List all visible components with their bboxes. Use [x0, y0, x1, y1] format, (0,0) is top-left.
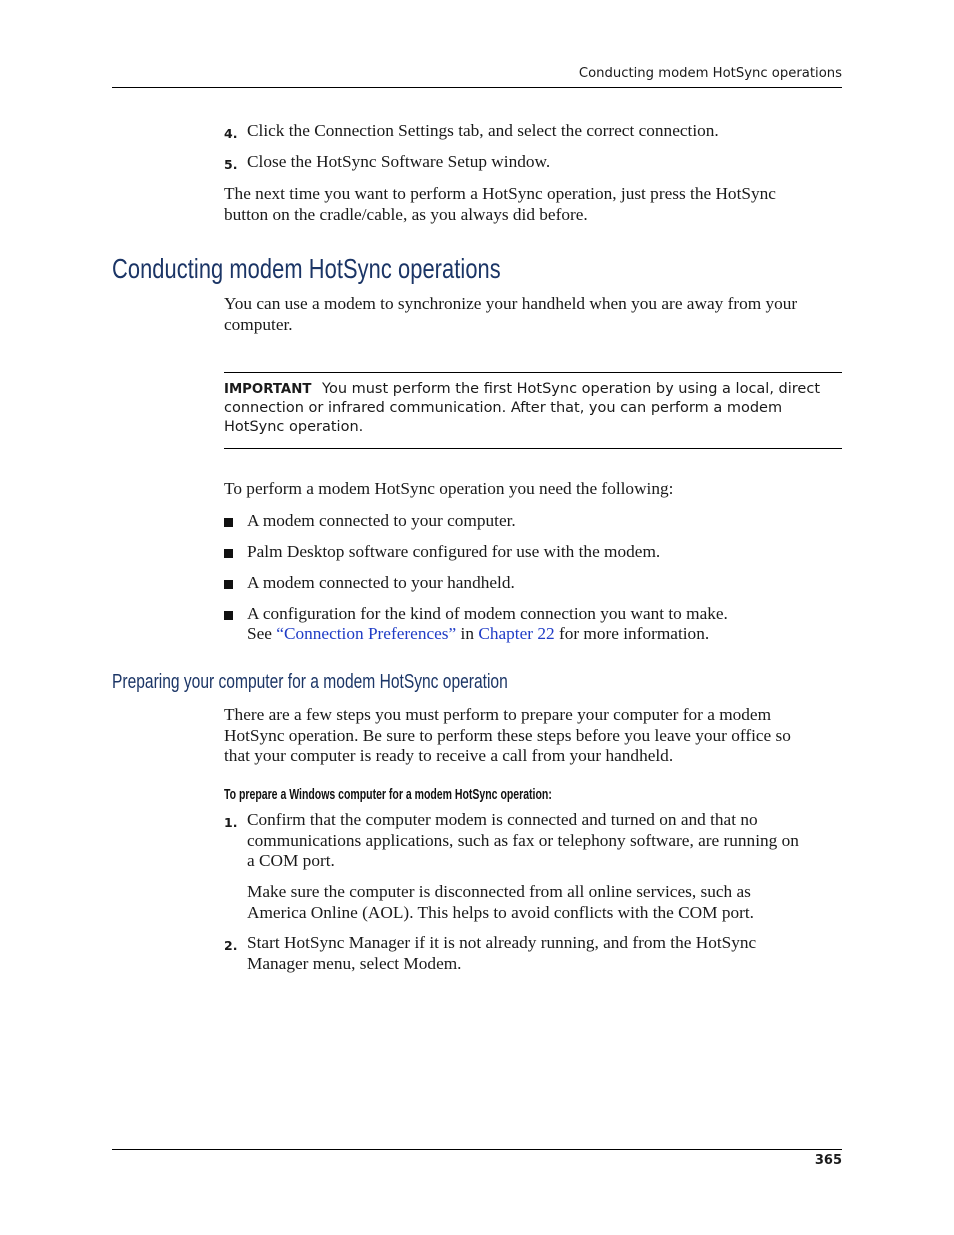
see-mid: in: [456, 624, 479, 643]
subsection-paragraph: [224, 705, 844, 767]
section-heading: Conducting modem HotSync operations: [112, 253, 501, 284]
section-paragraph: [224, 294, 844, 335]
footer-rule: [112, 1149, 842, 1150]
see-prefix: See: [247, 624, 277, 643]
step-text-2: [247, 933, 847, 974]
procedure-heading: To prepare a Windows computer for a modem HotSync operation:: [224, 787, 552, 803]
step-number-4: 4.: [224, 126, 238, 141]
important-line: [224, 380, 844, 399]
running-head: Conducting modem HotSync operations: [578, 66, 842, 81]
header-rule: [112, 87, 842, 88]
list-item: A modem connected to your handheld.: [247, 573, 515, 592]
important-text: You must perform the first HotSync operation by using a local, direct: [322, 381, 820, 397]
subsection-paragraph-line: HotSync operation. Be sure to perform these steps before you leave your office so: [224, 725, 791, 745]
important-bottom-rule: [224, 448, 842, 449]
important-note: [224, 380, 844, 436]
chapter-22-link[interactable]: Chapter 22: [478, 624, 555, 643]
step-1-note: [247, 882, 847, 923]
step-text-5: Close the HotSync Software Setup window.: [247, 152, 551, 171]
intro-paragraph-line: The next time you want to perform a HotSync operation, just press the HotSync: [224, 184, 776, 203]
intro-paragraph: [224, 184, 844, 225]
section-paragraph-line: You can use a modem to synchronize your handheld when you are away from your: [224, 294, 798, 313]
step-text-line: communications applications, such as fax or telephony software, are running on: [247, 830, 799, 850]
step-number-2: 2.: [224, 938, 238, 953]
step-text-line: a COM port.: [247, 851, 335, 870]
bullet-icon: [224, 518, 233, 527]
page-number: 365: [814, 1153, 842, 1168]
step-text-line: Manager menu, select Modem.: [247, 953, 462, 973]
important-line: HotSync operation.: [224, 418, 364, 435]
bullet-icon: [224, 549, 233, 558]
see-also-line: [247, 624, 709, 645]
list-item: Palm Desktop software configured for use with the modem.: [247, 542, 661, 561]
list-item: A modem connected to your computer.: [247, 511, 516, 530]
bullet-icon: [224, 611, 233, 620]
section-paragraph-line: computer.: [224, 314, 293, 334]
important-label: IMPORTANT: [224, 382, 312, 397]
subsection-paragraph-line: that your computer is ready to receive a call from your handheld.: [224, 746, 674, 765]
requirements-intro: To perform a modem HotSync operation you need the following:: [224, 479, 674, 498]
step-text-line: Start HotSync Manager if it is not already running, and from the HotSync: [247, 933, 757, 952]
subsection-paragraph-line: There are a few steps you must perform to prepare your computer for a modem: [224, 705, 772, 724]
see-suffix: for more information.: [554, 624, 710, 643]
bullet-icon: [224, 580, 233, 589]
step-text-1: [247, 810, 847, 872]
step-note-line: America Online (AOL). This helps to avoid conflicts with the COM port.: [247, 902, 754, 922]
step-text-4: Click the Connection Settings tab, and select the correct connection.: [247, 121, 719, 140]
connection-preferences-link[interactable]: “Connection Preferences”: [276, 624, 457, 643]
step-text-line: Confirm that the computer modem is connected and turned on and that no: [247, 810, 758, 829]
step-note-line: Make sure the computer is disconnected from all online services, such as: [247, 882, 751, 901]
step-number-5: 5.: [224, 157, 238, 172]
important-top-rule: [224, 372, 842, 373]
intro-paragraph-line: button on the cradle/cable, as you always did before.: [224, 204, 588, 224]
subsection-heading: Preparing your computer for a modem HotSync operation: [112, 670, 508, 693]
list-item: A configuration for the kind of modem connection you want to make.: [247, 604, 728, 623]
step-number-1: 1.: [224, 815, 238, 830]
important-line: connection or infrared communication. After that, you can perform a modem: [224, 400, 783, 417]
